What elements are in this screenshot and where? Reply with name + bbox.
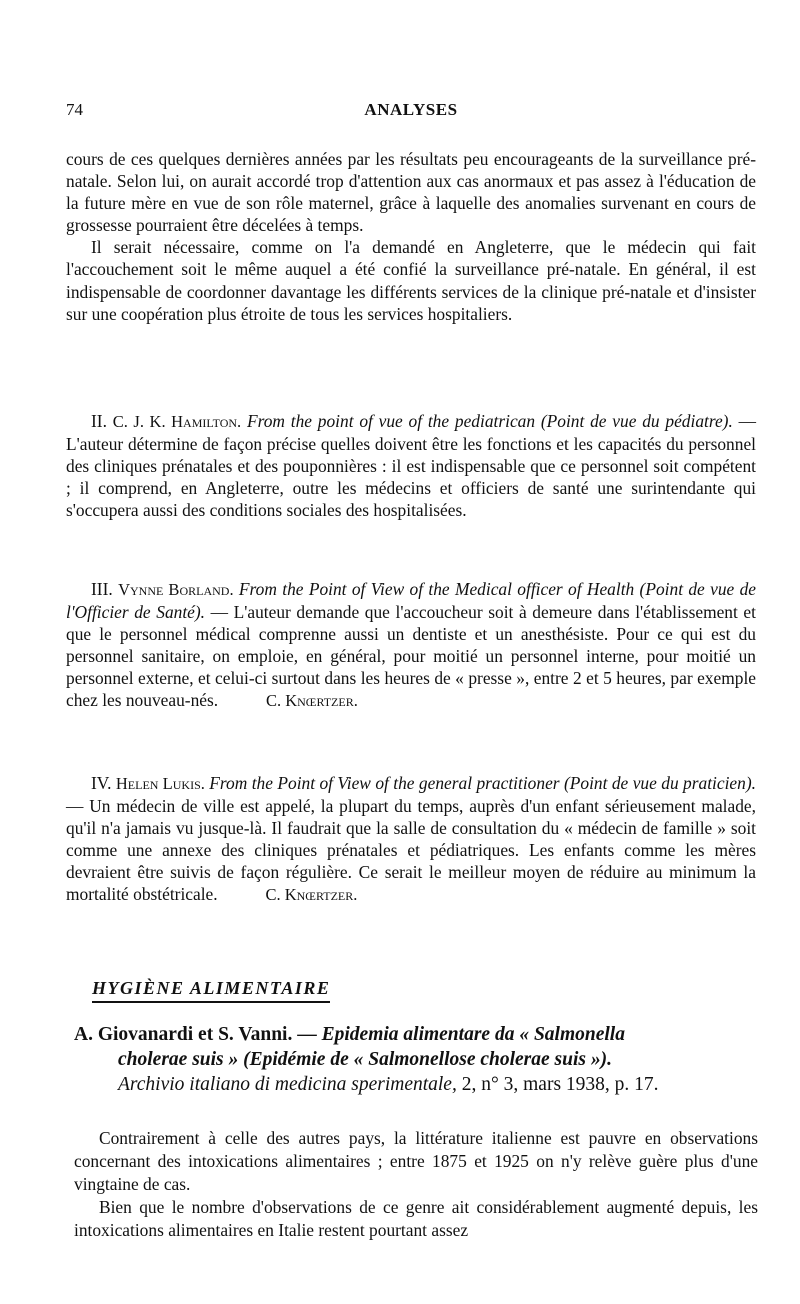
entry-title: From the Point of View of the Medical officer of Health (Point de vue de l'Officier de Santé). (66, 579, 756, 623)
reference-journal: Archivio italiano di medicina sperimentale, (118, 1074, 457, 1095)
section-title: HYGIÈNE ALIMENTAIRE (92, 978, 330, 1003)
intro-text (66, 148, 756, 325)
abstract-paragraph-2: Bien que le nombre d'observations de ce genre ait considérablement augmenté depuis, les intoxications alimentaires en Italie restent pourtant assez (74, 1197, 758, 1240)
entry-iv (66, 772, 756, 907)
entry-iii (66, 578, 756, 713)
reference-authors: A. Giovanardi et S. Vanni. (74, 1024, 293, 1045)
entry-text: — L'auteur détermine de façon précise quelles doivent être les fonctions et les capacités du personnel des cliniques prénatales et des pouponnières : il est indispensable que ce personnel soit compétent ; il comprend, en Angleterre, outre les médecins et officiers de santé une surintendante qui s'occupera aussi des conditions sociales des hospitalisées. (66, 411, 757, 521)
entry-author: Vynne Borland. (118, 580, 234, 599)
entry-title: From the Point of View of the general practitioner (Point de vue du praticien). (209, 773, 756, 793)
reference-details: 2, n° 3, mars 1938, p. 17. (456, 1074, 659, 1095)
entry-number: II. (91, 411, 107, 431)
entry-author: Helen Lukis. (115, 774, 205, 793)
page-header (66, 100, 756, 130)
abstract-text (74, 1127, 758, 1242)
intro-paragraph-2: Il serait nécessaire, comme on l'a demandé en Angleterre, que le médecin qui fait l'accouchement soit le même auquel a été confié la surveillance pré-natale. En général, il est indispensable de coordonner davantage les différents services de la clinique pré-natale et d'insister sur une coopération plus étroite de tous les services hospitaliers. (66, 237, 756, 324)
intro-paragraph-1: cours de ces quelques dernières années par les résultats peu encourageants de la surveillance pré-natale. Selon lui, on aurait accordé trop d'attention aux cas anormaux et pas assez à l'éducation de la future mère en vue de son rôle maternel, grâce à laquelle des anomalies survenant en cours de grossesse pourraient être décelées à temps. (66, 149, 756, 236)
entry-number: III. (91, 579, 113, 599)
reference-title-line1: Epidemia alimentare da « Salmonella (321, 1024, 625, 1045)
entry-text: — Un médecin de ville est appelé, la plupart du temps, auprès d'un enfant sérieusement malade, qu'il n'a jamais vu jusque-là. Il faudrait que la salle de consultation du « médecin de famille » soit comme une annexe des cliniques prénatales et pédiatriques. Les enfants comme les mères devraient être suivis de façon régulière. Ce serait le meilleur moyen de réduire au minimum la mortalité obstétricale. (66, 796, 756, 905)
entry-ii (66, 410, 756, 521)
entry-signature: C. Knœrtzer. (265, 885, 358, 905)
entry-author: C. J. K. Hamilton. (112, 412, 242, 431)
bibliographic-reference (74, 1022, 764, 1097)
entry-signature: C. Knœrtzer. (265, 691, 358, 711)
entry-title: From the point of vue of the pediatrican (Point de vue du pédiatre). (246, 411, 733, 431)
reference-dash: — (292, 1024, 322, 1045)
abstract-paragraph-1: Contrairement à celle des autres pays, la littérature italienne est pauvre en observations concernant des intoxications alimentaires ; entre 1875 et 1925 on n'y relève guère plus d'une vingtaine de cas. (74, 1128, 758, 1194)
entry-text: — L'auteur demande que l'accoucheur soit à demeure dans l'établissement et que le personnel médical comprenne aussi un dentiste et un anesthésiste. Pour ce qui est du personnel sanitaire, on emploie, en général, pour moitié un personnel interne, pour moitié un personnel externe, et celui-ci surtout dans les heures de « presse », entre 2 et 5 heures, par exemple chez les nouveau-nés. (66, 602, 756, 711)
page-number: 74 (66, 100, 83, 119)
running-title: ANALYSES (364, 100, 458, 119)
entry-number: IV. (91, 773, 112, 793)
reference-title-line2: cholerae suis » (Epidémie de « Salmonellose cholerae suis »). (118, 1049, 612, 1070)
